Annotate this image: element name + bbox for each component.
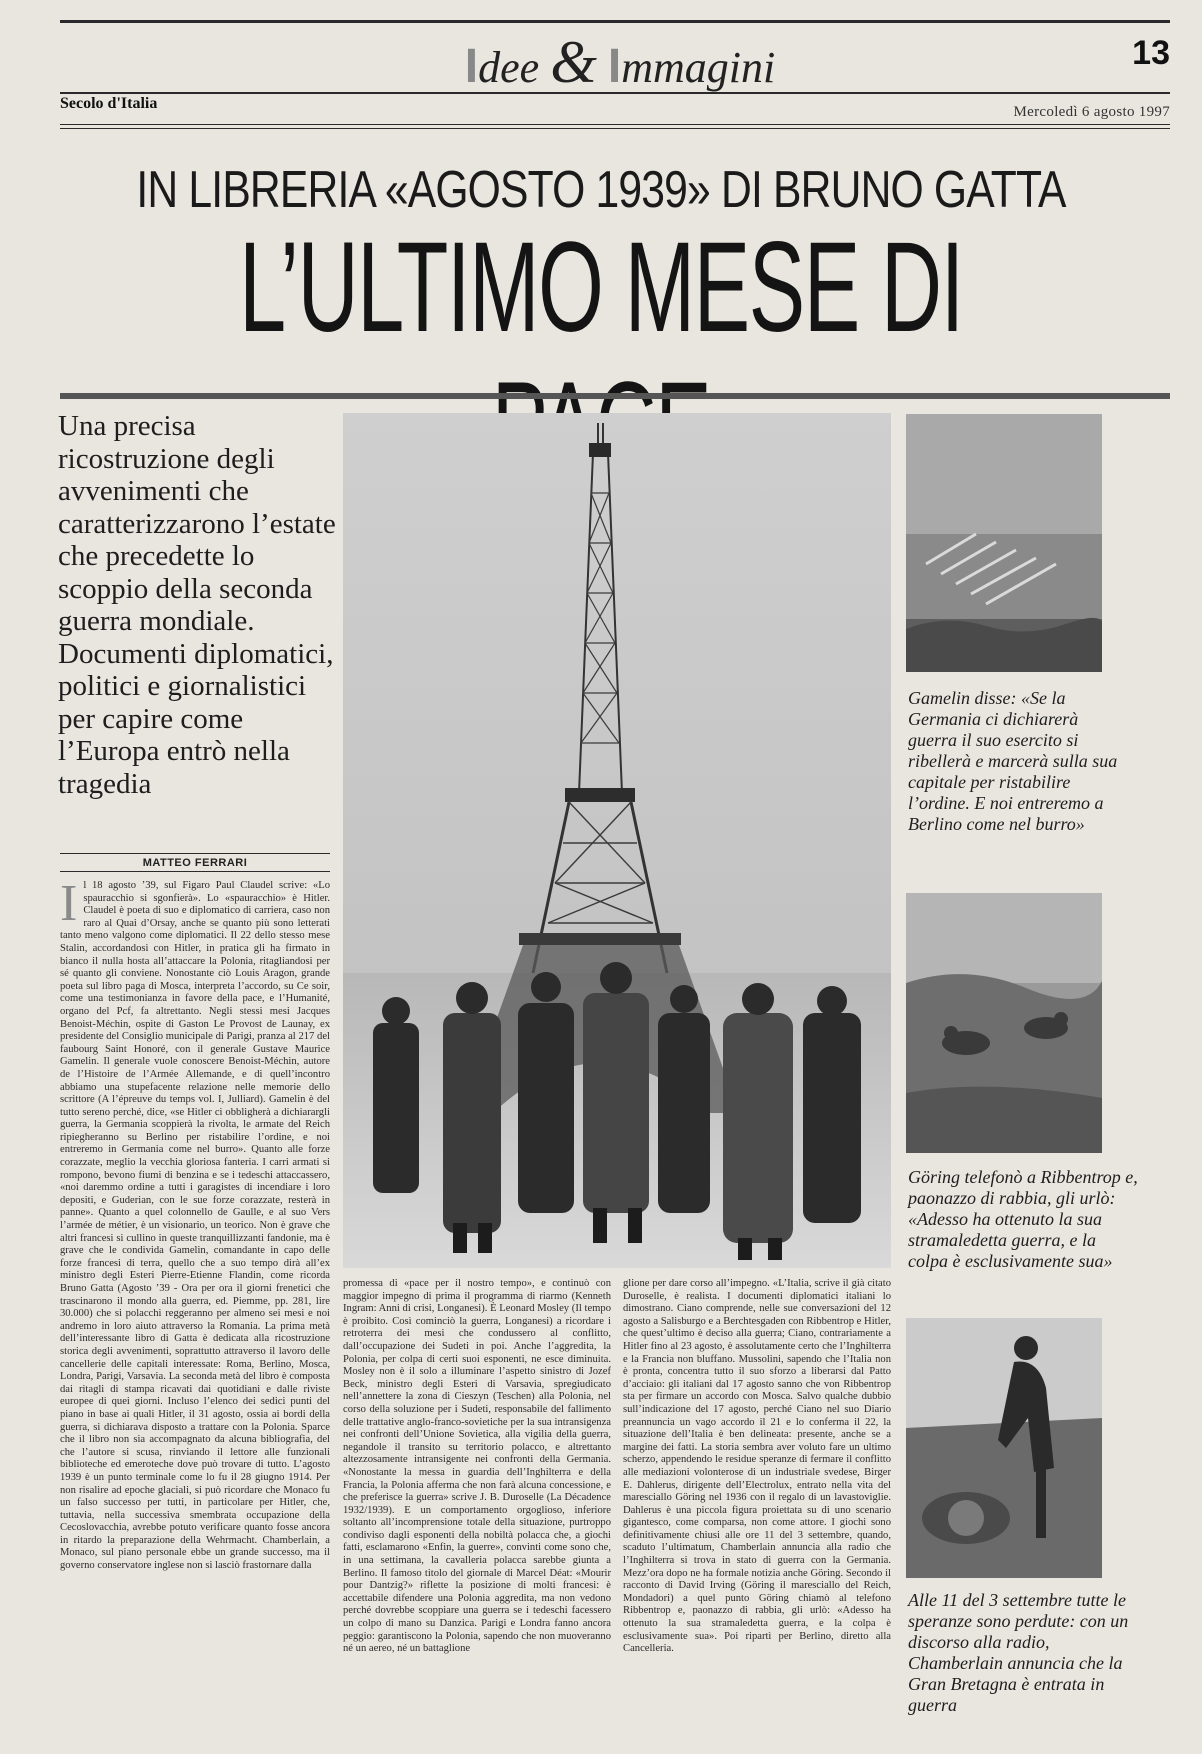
section-ampersand: &	[550, 29, 597, 95]
rocket-launch-illustration	[906, 414, 1102, 672]
soldiers-field-illustration	[906, 893, 1102, 1153]
drop-cap: I	[60, 880, 78, 932]
section-initial-1: I	[464, 40, 479, 93]
section-word-2: mmagini	[621, 43, 776, 92]
article-column-3	[623, 1278, 891, 1743]
byline-rule-bottom	[60, 871, 330, 872]
section-initial-2: I	[607, 40, 622, 93]
page-number: 13	[1132, 34, 1170, 72]
masthead-date-rule	[60, 124, 1170, 125]
caption-gamelin: Gamelin disse: «Se la Germania ci dichiarerà guerra il suo esercito si ribellerà e marcerà sulla sua capitale per ristabilire l’ordine. E noi entreremo a Berlino come nel burro»	[908, 688, 1118, 834]
photo-soldiers-field	[906, 893, 1102, 1153]
photo-man-with-radio	[906, 1318, 1102, 1578]
paper-name: Secolo d'Italia	[60, 95, 158, 112]
article-text-col2: promessa di «pace per il nostro tempo», e continuò con maggior impegno di prima il programma di riarmo (Kenneth Ingram: Anni di crisi, Longanesi). È Leonard Mosley (Il tempo è proibito. Così cominciò la guerra, Longanesi) a ricordare i retroterra dei mesi che condussero al conflitto, dall’occupazione dei Sudeti in poi. Anche l’aggredita, la Polonia, per colpa di certi suoi esponenti, ne esce diminuita. Mosley non è il solo a illuminare l’aspetto sinistro di Jozef Beck, ministro degli Esteri di Varsavia, spregiudicato nell’annettere la zona di Cieszyn (Teschen) alla Polonia, nel corso della soluzione per i Sudeti, responsabile del fallimento delle trattative anglo-franco-sovietiche per la sua intransigenza nei confronti dell’Unione Sovietica, alla vigilia della guerra, negandole il transito su territorio polacco, e altrettanto altezzosamente intransigente nei confronti della Germania. «Nonostante la messa in guardia dell’Inghilterra e della Francia, la Polonia afferma che non farà alcuna concessione, e che preferisce la guerra» scrive J. B. Duroselle (La Décadence 1932/1939). E un comportamento orgoglioso, inferiore soltanto all’incomprensione totale della situazione, purtroppo condiviso dagli esponenti della nobiltà polacca che, a giochi fatti, esclamarono «Enfin, la guerre», convinti come sono che, in una settimana, la cavalleria polacca sarebbe giunta a Berlino. Il famoso titolo del giornale di Marcel Déat: «Mourir pour Dantzig?» riflette la posizione di molti francesi: è accettabile difendere una Polonia aggredita, ma non vedono perché dovrebbe scoppiare una guerra se i tedeschi facessero un colpo di mano su Danzica. Parigi e Londra fanno ancora peggio: garantiscono la Polonia, sapendo che non muoveranno né un aereo, né un battaglione	[343, 1278, 611, 1655]
byline: MATTEO FERRARI	[142, 857, 248, 869]
article-deck: Una precisa ricostruzione degli avvenimenti che caratterizzarono l’estate che precedette lo scoppio della seconda guerra mondiale. Documenti diplomatici, politici e giornalistici per capire come l’Europa entrò nella tragedia	[58, 410, 336, 800]
photo-rocket-launch	[906, 414, 1102, 672]
masthead-top-rule	[60, 20, 1170, 23]
headline-rule	[60, 393, 1170, 399]
section-title	[440, 28, 800, 97]
man-with-radio-illustration	[906, 1318, 1102, 1578]
headline-kicker: IN LIBRERIA «AGOSTO 1939» DI BRUNO GATTA	[136, 161, 1066, 219]
article-column-1	[60, 880, 330, 1740]
masthead-date-rule-2	[60, 128, 1170, 129]
section-word-1: dee	[478, 43, 540, 92]
issue-date: Mercoledì 6 agosto 1997	[1013, 104, 1170, 120]
article-text-col1: l 18 agosto ’39, sul Figaro Paul Claudel scrive: «Lo spauracchio si sgonfierà». Lo «spauracchio» è Hitler. Claudel è poeta di suo e diplomatico di carriera, caso non raro al Quai d’Orsay, anche se quanto più sono letterati tanto meno valgono come diplomatici. Il 22 dello stesso mese Stalin, accordandosi con Hitler, in pratica gli ha firmato in bianco il nulla hosta all’attaccare la Polonia, ritagliandosi per sé quanto gli conviene. Nonostante ciò Louis Aragon, grande poeta sul libro paga di Mosca, interpreta l’accordo, su Ce soir, come una testimonianza in favore della pace, e l’Humanité, organo del Pcf, fa altrettanto. Negli stessi mesi Jacques Benoist-Méchin, ospite di Gaston Le Provost de Launay, ex presidente del Consiglio municipale di Parigi, pranza al 217 del faubourg Saint Honoré, con il generale Gustave Maurice Gamelin. Il generale vuole conoscere Benoist-Méchin, autore de l’Histoire de l’Armée Allemande, e di quell’incontro abbiamo una stupefacente relazione nelle memorie dello scrittore (A l’épreuve du temps vol. I, Julliard). Gamelin è del tutto sereno perché, dice, «se Hitler ci obbligherà a dichiarargli guerra, la Germania scoppierà la rivolta, le armate del Reich ripiegheranno su Berlino per ristabilire l’ordine, e noi entreremo in Germania come nel burro». Quanto alle forze corazzate, meglio la vecchia gloriosa fanteria. I carri armati si rompono, bevono fiumi di benzina e se i tedeschi attaccassero, «noi daremmo ordine a tutti i garagistes di incendiare i loro depositi, e Guderian, con le sue forze corazzate, resterà in panne». Quanto a quel colonnello de Gaulle, e al suo Vers l’armée de métier, è un visionario, un teorico. Non è grave che altri francesi si cullino in queste tranquillizzanti fandonie, ma è grave che le condivida Gamelin, comandante in capo delle forze francesi di terra, quello che a suo tempo dirà all’ex ministro degli Esteri Pierre-Etienne Flandin, come ricorda Bruno Gatta (Agosto ’39 - Ora per ora il giorni frenetici che trascinarono il mondo alla guerra, ed. Piemme, pp. 281, lire 30.000) che si polacchi reggeranno per almeno sei mesi e noi andremo in loro aiuto attraverso la Romania. La prima metà dell’interessante libro di Gatta è dedicata alla ricostruzione storica degli avvenimenti, soprattutto attraverso il lavoro delle cancellerie delle capitali interessate: Roma, Berlino, Mosca, Londra, Parigi, Varsavia. La seconda metà del libro è composta dai ritagli di stampa ricavati dai quotidiani e dalle riviste europee di quei giorni. Incluso l’elenco dei sedici punti del piano in base ai quali Hitler, il 31 agosto, ossia ai bordi della guerra, si dichiarava disposto a trattare con la Polonia. Sparce che il libro non sia accompagnato da alcuna bibliografia, del che l’autore si scusa, rinviando il lettore alle funzionali biblioteche ed emeroteche dove può trovare di tutto. L’agosto 1939 è un punto terminale come lo fu il 28 giugno 1914. Per non risalire ad epoche glaciali, si può ricordare che Monaco fu un falso successo per tutti, in particolare per Hitler, che, tuttavia, nella successiva smembrata occupazione della Cecoslovacchia, avrebbe potuto verificare quanto fosse ancora in ritardo la preparazione della Wehrmacht. Chamberlain, a Monaco, sul piano personale ebbe un grande successo, ma il governo conservatore inglese non si lasciò frastornare dalla	[60, 880, 330, 1572]
main-photo-eiffel-tower	[343, 413, 891, 1268]
headline-main: L’ULTIMO MESE DI	[239, 216, 963, 359]
article-column-2	[343, 1278, 611, 1743]
eiffel-tower-illustration	[343, 413, 891, 1268]
article-text-col3: glione per dare corso all’impegno. «L’Italia, scrive il già citato Duroselle, è realista. I documenti diplomatici italiani lo dimostrano. Ciano comprende, nelle sue conversazioni del 12 agosto a Salisburgo e a Berchtesgaden con Ribbentrop e Hitler, che quest’ultimo è deciso alla guerra; Ciano, contrariamente a Hitler fino al 23 agosto, è assolutamente certo che l’Inghilterra e la Francia non bluffano. Mussolini, sapendo che l’Italia non è pronta, concentra tutto il suo sforzo a liberarsi dal Patto d’acciaio: gli italiani dal 17 agosto sanno che von Ribbentrop sta per firmare un accordo con Mosca. Salvo qualche dubbio sull’indicazione del 17 agosto, perché Ciano nel suo Diario preannuncia un vago accordo il 21 e lo conferma il 22, la situazione dell’Italia è ben delineata: presente, anche se a margine dei fatti. La storia sembra aver voluto fare un ultimo scherzo, appendendo le residue speranze di fermare il conflitto alle mediazioni volonterose di un industriale svedese, Birger E. Dahlerus, dirigente dell’Electrolux, entrato nella vita del maresciallo Göring nel 1936 con il regalo di un lavastoviglie. Dahlerus è una piccola figura proiettata su di uno scenario gigantesco, come comparsa, non come attore. I giochi sono definitivamente chiusi alle ore 11 del 3 settembre, quando, scaduto l’ultimatum, Chamberlain annuncia alla radio che l’Inghilterra si trova in stato di guerra con la Germania. Mezz’ora dopo ne ha formale notizia anche Göring. Secondo il racconto di David Irving (Göring il maresciallo del Reich, Mondadori) a quel punto Göring chiamò al telefono Ribbentrop e, paonazzo di rabbia, gli urlò: «Adesso ha ottenuto la sua stramaledetta guerra, e la colpa è esclusivamente sua». Poi ripartì per Berlino, diretto alla Cancelleria.	[623, 1278, 891, 1655]
caption-chamberlain: Alle 11 del 3 settembre tutte le speranze sono perdute: con un discorso alla radio, Chamberlain annuncia che la Gran Bretagna è entrata in guerra	[908, 1590, 1129, 1715]
byline-rule	[60, 853, 330, 854]
caption-goring: Göring telefonò a Ribbentrop e, paonazzo di rabbia, gli urlò: «Adesso ha ottenuto la sua stramaledetta guerra, e la colpa è esclusivamente sua»	[908, 1167, 1138, 1271]
